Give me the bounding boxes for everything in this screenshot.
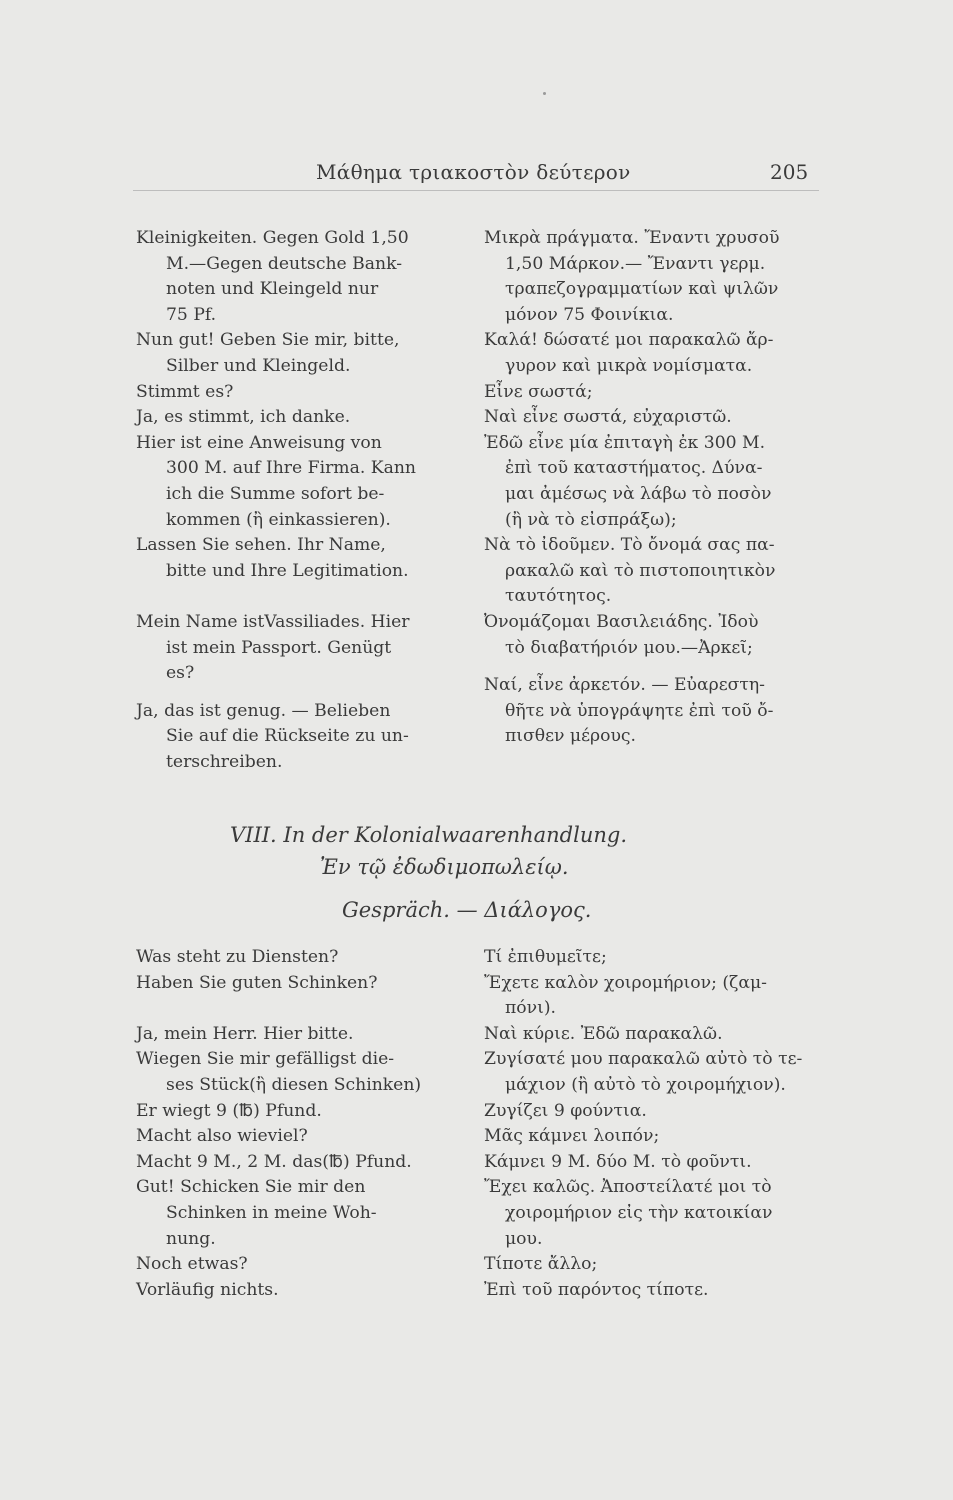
dialogue-line — [484, 1047, 819, 1098]
line-text: Τί ἐπιθυμεῖτε; — [484, 947, 607, 967]
dialogue-line — [484, 405, 819, 431]
continuation-text: ist mein Passport. Genügt — [166, 637, 392, 658]
continuation-text: Silber und Kleingeld. — [166, 355, 351, 376]
dialogue-line — [136, 533, 466, 584]
dialogue-line — [136, 1022, 466, 1048]
continuation-text: ἐπὶ τοῦ καταστήματος. Δύνα- — [505, 458, 763, 479]
continuation-text: (ἢ νὰ τὸ εἰσπράξω); — [505, 509, 677, 530]
continuation-text: τὸ διαβατήριόν μου.—Ἀρκεῖ; — [505, 637, 753, 658]
line-text: Wiegen Sie mir gefälligst die- — [136, 1049, 395, 1070]
continuation-text: nung. — [166, 1228, 216, 1249]
dialogue-line — [136, 1278, 466, 1304]
continuation-text: terschreiben. — [166, 751, 283, 772]
continuation-text: μου. — [505, 1228, 543, 1249]
continuation-text: Schinken in meine Woh- — [166, 1202, 377, 1223]
dialogue-line — [136, 226, 466, 328]
paragraph-spacer — [484, 661, 819, 673]
continuation-text: μόνον 75 Φοινίκια. — [505, 304, 674, 325]
dialogue-line — [484, 533, 819, 610]
line-text: Τίποτε ἄλλο; — [484, 1254, 598, 1275]
continuation-text: μάχιον (ἢ αὐτὸ τὸ χοιρομήχιον). — [505, 1074, 786, 1095]
continuation-text: θῆτε νὰ ὑπογράψητε ἐπὶ τοῦ ὄ- — [505, 700, 774, 721]
line-text: Hier ist eine Anweisung von — [136, 432, 382, 453]
line-text: Ja, mein Herr. Hier bitte. — [136, 1023, 354, 1044]
paragraph-spacer — [136, 687, 466, 699]
line-text: Er wiegt 9 (℔) Pfund. — [136, 1100, 322, 1121]
continuation-text: πόνι). — [505, 998, 557, 1019]
dialogue-line — [136, 1099, 466, 1125]
line-text: Ἐδῶ εἶνε μία ἐπιταγὴ ἐκ 300 Μ. — [484, 432, 766, 453]
dialogue-line — [136, 1175, 466, 1252]
dialogue-line — [484, 1124, 819, 1150]
continuation-text: 75 Pf. — [166, 304, 217, 325]
dialogue-line — [484, 1278, 819, 1304]
continuation-text: χοιρομήριον εἰς τὴν κατοικίαν — [505, 1202, 773, 1223]
dialogue-line — [136, 1047, 466, 1098]
continuation-text: ich die Summe sofort be- — [166, 483, 385, 504]
line-text: Ζυγίζει 9 φούντια. — [484, 1100, 647, 1121]
continuation-text: γυρον καὶ μικρὰ νομίσματα. — [505, 355, 753, 376]
header-rule — [133, 190, 819, 191]
dialogue-line — [136, 971, 466, 997]
dialogue-line — [484, 1022, 819, 1048]
line-text: Ja, das ist genug. — Belieben — [136, 700, 391, 721]
line-text: Ναί, εἶνε ἀρκετόν. — Εὐαρεστη- — [484, 675, 765, 696]
line-text: Ἐπὶ τοῦ παρόντος τίποτε. — [484, 1279, 709, 1300]
dialogue-line — [136, 1150, 466, 1176]
line-text: Εἶνε σωστά; — [484, 381, 593, 402]
line-text: Ἔχει καλῶς. Ἀποστείλατέ μοι τὸ — [484, 1177, 772, 1198]
paragraph-spacer — [136, 996, 466, 1022]
dialogue-line — [484, 328, 819, 379]
line-text: Mein Name istVassiliades. Hier — [136, 611, 410, 632]
line-text: Lassen Sie sehen. Ihr Name, — [136, 535, 386, 556]
german-column-part2 — [136, 945, 466, 1303]
page-number: 205 — [770, 160, 809, 184]
continuation-text: ses Stück(ἢ diesen Schinken) — [166, 1074, 422, 1095]
paragraph-spacer — [136, 584, 466, 610]
dialogue-line — [136, 1252, 466, 1278]
line-text: Vorläufig nichts. — [136, 1279, 279, 1300]
section-heading: VIII. In der Kolonialwaarenhandlung. — [230, 823, 627, 847]
greek-column-part2 — [484, 945, 819, 1303]
dialogue-line — [484, 1099, 819, 1125]
dialogue-line — [484, 673, 819, 750]
dialogue-line — [136, 380, 466, 406]
dialogue-line — [484, 380, 819, 406]
section-greek-heading: Ἐν τῷ ἐδωδιμοπωλείῳ. — [320, 855, 569, 879]
dialogue-line — [136, 610, 466, 687]
dialogue-line — [136, 945, 466, 971]
continuation-text: ρακαλῶ καὶ τὸ πιστοποιητικὸν — [505, 560, 776, 581]
dialogue-line — [484, 226, 819, 328]
continuation-text: M.—Gegen deutsche Bank- — [166, 253, 403, 274]
line-text: Κάμνει 9 Μ. δύο Μ. τὸ φοῦντι. — [484, 1151, 752, 1172]
dialogue-line — [484, 1150, 819, 1176]
dialogue-line — [484, 1252, 819, 1278]
line-text: Stimmt es? — [136, 381, 234, 402]
line-text: Νὰ τὸ ἰδοῦμεν. Τὸ ὄνομά σας πα- — [484, 535, 775, 556]
dialogue-line — [484, 610, 819, 661]
continuation-text: bitte und Ihre Legitimation. — [166, 560, 409, 581]
continuation-text: 300 M. auf Ihre Firma. Kann — [166, 458, 416, 479]
continuation-text: es? — [166, 663, 195, 684]
line-text: Haben Sie guten Schinken? — [136, 972, 378, 993]
dialogue-line — [484, 431, 819, 533]
continuation-text: noten und Kleingeld nur — [166, 279, 379, 300]
section-subheading: Gespräch. — Διάλογος. — [342, 898, 592, 922]
greek-column-part1 — [484, 226, 819, 750]
line-text: Μᾶς κάμνει λοιπόν; — [484, 1126, 660, 1147]
line-text: Noch etwas? — [136, 1254, 248, 1275]
line-text: Macht also wieviel? — [136, 1126, 308, 1147]
line-text: Gut! Schicken Sie mir den — [136, 1177, 366, 1198]
dialogue-line — [136, 699, 466, 776]
line-text: Ja, es stimmt, ich danke. — [136, 407, 351, 428]
line-text: Καλά! δώσατέ μοι παρακαλῶ ἄρ- — [484, 330, 774, 351]
line-text: Ναὶ κύριε. Ἐδῶ παρακαλῶ. — [484, 1023, 723, 1044]
german-column-part1 — [136, 226, 466, 775]
line-text: Ὀνομάζομαι Βασιλειάδης. Ἰδοὺ — [484, 611, 759, 632]
continuation-text: μαι ἀμέσως νὰ λάβω τὸ ποσὸν — [505, 483, 772, 504]
line-text: Ζυγίσατέ μου παρακαλῶ αὐτὸ τὸ τε- — [484, 1049, 803, 1070]
dialogue-line — [136, 431, 466, 533]
line-text: Was steht zu Diensten? — [136, 947, 339, 967]
continuation-text: Sie auf die Rückseite zu un- — [166, 726, 409, 747]
dialogue-line — [136, 1124, 466, 1150]
line-text: Macht 9 M., 2 M. das(℔) Pfund. — [136, 1151, 412, 1172]
continuation-text: ταυτότητος. — [505, 586, 612, 607]
line-text: Μικρὰ πράγματα. Ἔναντι χρυσοῦ — [484, 228, 780, 248]
continuation-text: τραπεζογραμματίων καὶ ψιλῶν — [505, 279, 779, 300]
print-speck — [543, 92, 546, 95]
dialogue-line — [484, 945, 819, 971]
dialogue-line — [136, 328, 466, 379]
line-text: Ναὶ εἶνε σωστά, εὐχαριστῶ. — [484, 407, 732, 428]
continuation-text: kommen (ἢ einkassieren). — [166, 509, 391, 530]
line-text: Ἔχετε καλὸν χοιρομήριον; (ζαμ- — [484, 972, 767, 993]
continuation-text: 1,50 Μάρκον.— Ἔναντι γερμ. — [505, 253, 766, 274]
line-text: Nun gut! Geben Sie mir, bitte, — [136, 330, 400, 351]
dialogue-line — [484, 971, 819, 1022]
dialogue-line — [136, 405, 466, 431]
line-text: Kleinigkeiten. Gegen Gold 1,50 — [136, 228, 409, 248]
continuation-text: πισθεν μέρους. — [505, 726, 636, 747]
running-title: Μάθημα τριακοστὸν δεύτερον — [316, 160, 631, 184]
dialogue-line — [484, 1175, 819, 1252]
